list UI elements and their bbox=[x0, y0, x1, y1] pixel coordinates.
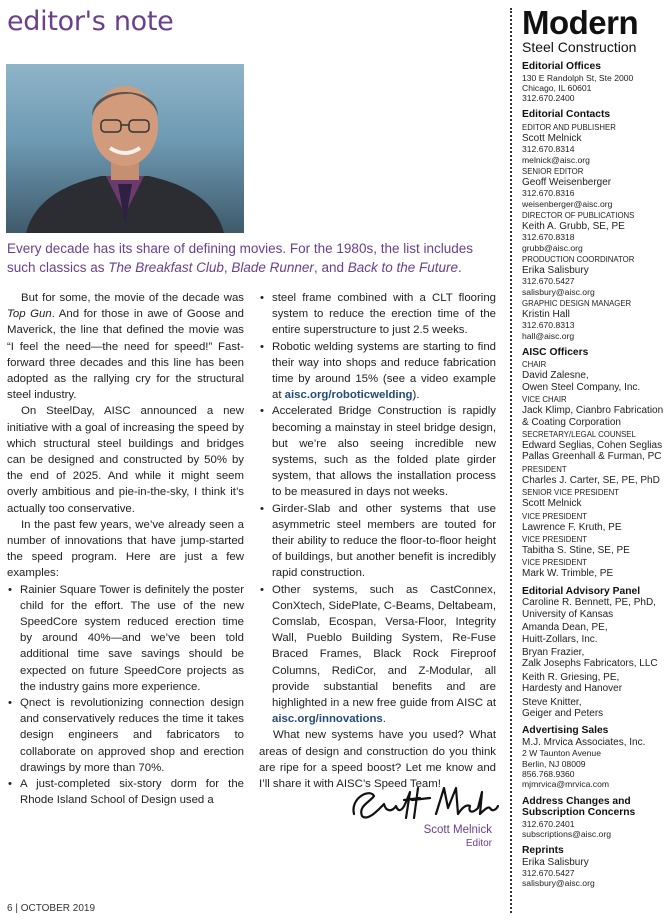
closing-paragraph: What new systems have you used? What areas of design and construction do you think are ripe for a speed boost? Let me know and I’ll share it with AISC’s Speed Team! bbox=[259, 729, 496, 791]
contact-detail: hall@aisc.org bbox=[522, 330, 575, 341]
panel-member bbox=[522, 697, 668, 720]
article-column-right bbox=[259, 290, 496, 792]
ads-contact bbox=[522, 748, 668, 789]
address-line: 2 W Taunton Avenue bbox=[522, 748, 601, 759]
contact-role: GRAPHIC DESIGN MANAGER bbox=[522, 298, 632, 308]
panel-member-line: Huitt-Zollars, Inc. bbox=[522, 633, 598, 645]
editor-portrait-photo bbox=[6, 64, 244, 233]
intro-paragraph bbox=[7, 239, 497, 277]
text: Other systems, such as CastConnex, ConXtech, SidePlate, C-Beams, Deltabeam, Comslab, Ecospan, Versa-Floor, Integrity Wall, Pueblo Building System, Re-Fuse Braced Frames, Black Rock Fireproof Columns, RediCor, and Z-Modular, all provide substantial benefits and are highlighted in a new free guide from AISC at bbox=[272, 583, 496, 710]
article-column-left bbox=[7, 290, 244, 809]
page-heading: editor's note bbox=[7, 6, 174, 37]
text: But for some, the movie of the decade was bbox=[21, 292, 244, 304]
magazine-logo-subtitle: Steel Construction bbox=[522, 39, 637, 55]
contact-role: SENIOR EDITOR bbox=[522, 166, 584, 176]
contact-name: Erika Salisbury bbox=[522, 264, 589, 276]
officer-role: SECRETARY/LEGAL COUNSEL bbox=[522, 430, 636, 440]
email: mjmrvica@mrvica.com bbox=[522, 779, 610, 790]
text: ). bbox=[412, 389, 420, 402]
officer-affiliation: Owen Steel Company, Inc. bbox=[522, 381, 641, 393]
bullet-item bbox=[272, 339, 496, 404]
section-heading: Advertising Sales bbox=[522, 725, 609, 737]
movie-title: Top Gun bbox=[7, 308, 52, 321]
officer-name: Scott Melnick bbox=[522, 498, 582, 510]
email: salisbury@aisc.org bbox=[522, 878, 595, 889]
officer-role: VICE PRESIDENT bbox=[522, 535, 587, 545]
panel-member-line: Hardesty and Hanover bbox=[522, 683, 623, 695]
bullet-item: • Girder-Slab and other systems that use asymmetric steel members are touted for their ability to reduce the floor-to-floor height of buildings, but another benefit is incredibly rapid construction. bbox=[272, 501, 496, 582]
column-divider bbox=[510, 8, 512, 913]
contacts-list bbox=[522, 123, 668, 341]
panel-member-line: University of Kansas bbox=[522, 608, 614, 620]
section-heading: Editorial Contacts bbox=[522, 109, 611, 121]
movie-title: Back to the Future bbox=[347, 260, 459, 275]
officer-role: VICE CHAIR bbox=[522, 395, 567, 405]
portrait-illustration bbox=[6, 64, 244, 233]
panel-member bbox=[522, 647, 668, 670]
address-line: Berlin, NJ 08009 bbox=[522, 758, 586, 769]
panel-member-line: Keith R. Griesing, PE, bbox=[522, 671, 620, 683]
text: Robotic welding systems are starting to find their way into shops and reduce fabrication time by around 15% (see a video example at bbox=[272, 340, 496, 402]
contact-detail: 312.670.8313 bbox=[522, 320, 575, 331]
contact-detail: weisenberger@aisc.org bbox=[522, 198, 613, 209]
bullet-continuation: • steel frame combined with a CLT flooring system to reduce the erection time of the entire superstructure to just 2.5 weeks. bbox=[272, 290, 496, 339]
innovations-link[interactable]: aisc.org/innovations bbox=[272, 713, 383, 726]
contact-detail: melnick@aisc.org bbox=[522, 154, 590, 165]
signature-role: Editor bbox=[465, 838, 492, 849]
movie-title: Blade Runner bbox=[231, 260, 314, 275]
paragraph: In the past few years, we’ve already seen a number of innovations that have jump-started the speed program. Here are just a few examples: bbox=[7, 518, 244, 580]
section-heading: Editorial Advisory Panel bbox=[522, 585, 641, 597]
address-line: 130 E Randolph St, Ste 2000 bbox=[522, 72, 634, 83]
intro-text: . bbox=[458, 260, 462, 275]
intro-text: , and bbox=[313, 260, 348, 275]
contact-role: PRODUCTION COORDINATOR bbox=[522, 254, 635, 264]
contact-detail: 312.670.8318 bbox=[522, 232, 575, 243]
contact-detail: 312.670.8316 bbox=[522, 188, 575, 199]
bullet-list bbox=[7, 582, 244, 809]
panel-member-line: Amanda Dean, PE, bbox=[522, 622, 608, 634]
panel-member-line: Zalk Josephs Fabricators, LLC bbox=[522, 658, 658, 670]
contact-name: Kristin Hall bbox=[522, 308, 570, 320]
panel-member-line: Bryan Frazier, bbox=[522, 646, 585, 658]
officer-affiliation: Pallas Greenhall & Furman, PC bbox=[522, 451, 662, 463]
panel-member-line: Steve Knitter, bbox=[522, 696, 582, 708]
panel-member-line: Caroline R. Bennett, PE, PhD, bbox=[522, 597, 656, 609]
panel-member-line: Geiger and Peters bbox=[522, 708, 604, 720]
section-heading: Editorial Offices bbox=[522, 61, 601, 72]
text: . bbox=[382, 713, 386, 726]
masthead-sidebar bbox=[522, 6, 668, 889]
contact-detail: 312.670.5427 bbox=[522, 276, 575, 287]
officer-name: Mark W. Trimble, PE bbox=[522, 568, 614, 580]
officer-affiliation: & Coating Corporation bbox=[522, 416, 621, 428]
advisory-panel-list bbox=[522, 597, 668, 719]
page-folio: 6 | OCTOBER 2019 bbox=[7, 903, 96, 914]
officer-name: Charles J. Carter, SE, PE, PhD bbox=[522, 474, 660, 486]
paragraph: On SteelDay, AISC announced a new initiative with a goal of increasing the speed by which structural steel buildings and bridges can be designed and constructed by 50% by the end of 2025. And while it might seem overly ambitious and pie-in-the-sky, I think it’s actually too conservative. bbox=[7, 405, 244, 515]
panel-member bbox=[522, 597, 668, 620]
officer-name: Tabitha S. Stine, SE, PE bbox=[522, 545, 630, 557]
contact-name: Erika Salisbury bbox=[522, 856, 589, 868]
contact-role: EDITOR AND PUBLISHER bbox=[522, 122, 616, 132]
intro-text: , bbox=[223, 260, 232, 275]
text: . And for those in awe of Goose and Maverick, the line that defined the movie was “I feel the need—the need for speed!” Fast-forward three decades and this line has been adopted as the rallying cry for the structural steel industry. bbox=[7, 308, 244, 402]
contact-name: Keith A. Grubb, SE, PE bbox=[522, 220, 625, 232]
contact-detail: grubb@aisc.org bbox=[522, 242, 583, 253]
bullet-item: • Rainier Square Tower is definitely the poster child for the effort. The use of the new SpeedCore system reduced erection time by around 40%—and we’ve been told additional time save savings should be expected on future SpeedCore projects as the industry gains more experience. bbox=[20, 582, 244, 695]
section-heading: AISC Officers bbox=[522, 346, 589, 358]
robotic-welding-link[interactable]: aisc.org/roboticwelding bbox=[284, 389, 413, 402]
phone: 312.670.2401 bbox=[522, 818, 575, 829]
officer-role: SENIOR VICE PRESIDENT bbox=[522, 488, 620, 498]
address-line: Chicago, IL 60601 bbox=[522, 82, 592, 93]
bullet-list bbox=[259, 290, 496, 727]
officers-list bbox=[522, 360, 668, 579]
bullet-item: • A just-completed six-story dorm for the Rhode Island School of Design used a bbox=[20, 776, 244, 808]
contact-name: Geoff Weisenberger bbox=[522, 176, 612, 188]
paragraph bbox=[7, 290, 244, 403]
officer-name: Jack Klimp, Cianbro Fabrication bbox=[522, 405, 664, 417]
movie-title: The Breakfast Club bbox=[108, 260, 224, 275]
contact-name: Scott Melnick bbox=[522, 132, 582, 144]
phone: 312.670.2400 bbox=[522, 93, 575, 104]
officer-role: VICE PRESIDENT bbox=[522, 558, 587, 568]
section-heading: Address Changes and Subscription Concerns bbox=[522, 795, 636, 819]
officer-name: David Zalesne, bbox=[522, 370, 589, 382]
magazine-logo: Modern bbox=[522, 4, 639, 41]
bullet-item: • Accelerated Bridge Construction is rapidly becoming a mainstay in steel bridge design, but we’re also seeing incredible new systems, such as the folded plate girder system, that allows the installation process to be measured in days not weeks. bbox=[272, 403, 496, 500]
ads-company: M.J. Mrvica Associates, Inc. bbox=[522, 736, 646, 748]
section-heading: Reprints bbox=[522, 845, 564, 857]
office-address bbox=[522, 73, 668, 104]
intro-text: Every decade has its share of defining movies. For the 1980s, the list includes such classics as bbox=[7, 241, 474, 275]
officer-name: Edward Seglias, Cohen Seglias bbox=[522, 440, 663, 452]
phone: 312.670.5427 bbox=[522, 868, 575, 879]
signature-name: Scott Melnick bbox=[423, 824, 492, 836]
officer-role: PRESIDENT bbox=[522, 464, 567, 474]
contact-detail: 312.670.8314 bbox=[522, 144, 575, 155]
officer-name: Lawrence F. Kruth, PE bbox=[522, 521, 622, 533]
panel-member bbox=[522, 622, 668, 645]
officer-role: CHAIR bbox=[522, 360, 547, 370]
bullet-item bbox=[272, 582, 496, 728]
phone: 856.768.9360 bbox=[522, 768, 575, 779]
panel-member bbox=[522, 672, 668, 695]
bullet-item: • Qnect is revolutionizing connection design and conservatively reduces the time it takes design engineers and fabricators to collaborate on approved shop and erection drawings by more than 70%. bbox=[20, 695, 244, 776]
officer-role: VICE PRESIDENT bbox=[522, 511, 587, 521]
email: subscriptions@aisc.org bbox=[522, 828, 611, 839]
contact-role: DIRECTOR OF PUBLICATIONS bbox=[522, 210, 635, 220]
handwritten-signature bbox=[340, 778, 500, 826]
contact-detail: salisbury@aisc.org bbox=[522, 286, 595, 297]
